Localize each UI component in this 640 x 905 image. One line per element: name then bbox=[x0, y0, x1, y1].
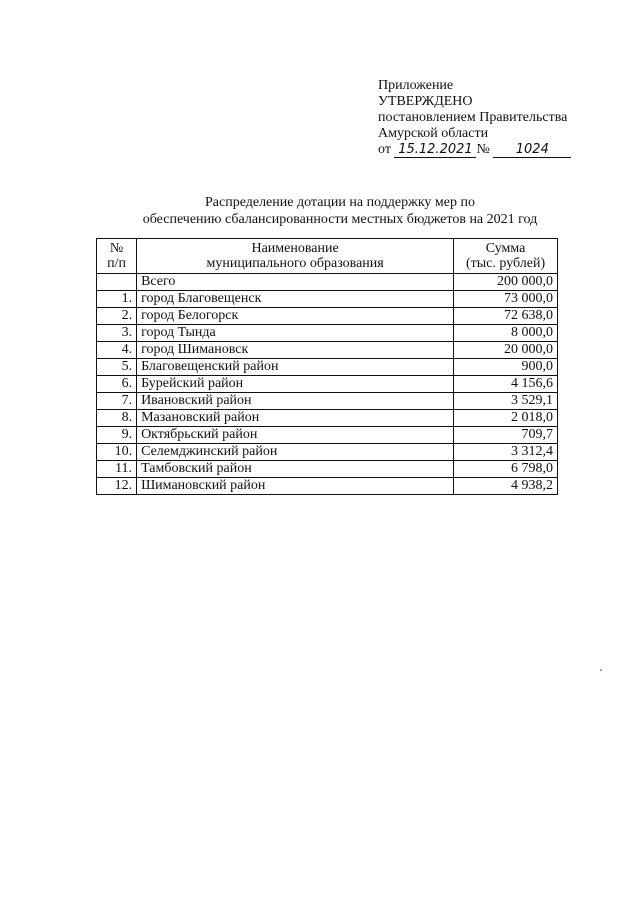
row-sum: 2 018,0 bbox=[454, 410, 558, 427]
row-sum: 73 000,0 bbox=[454, 291, 558, 308]
row-num: 1. bbox=[97, 291, 137, 308]
row-num: 5. bbox=[97, 359, 137, 376]
approval-date-line bbox=[378, 142, 571, 158]
header-sum-line-1: Сумма bbox=[485, 241, 526, 256]
table-row bbox=[97, 393, 558, 410]
row-num: 8. bbox=[97, 410, 137, 427]
table-row bbox=[97, 444, 558, 461]
approval-block bbox=[378, 78, 571, 158]
row-num: 4. bbox=[97, 342, 137, 359]
row-sum: 900,0 bbox=[454, 359, 558, 376]
row-name: Мазановский район bbox=[137, 410, 454, 427]
table-row bbox=[97, 410, 558, 427]
total-row bbox=[97, 274, 558, 291]
table-row bbox=[97, 325, 558, 342]
row-sum: 6 798,0 bbox=[454, 461, 558, 478]
header-num-line-2: п/п bbox=[107, 256, 126, 271]
table-row bbox=[97, 308, 558, 325]
subsidy-table bbox=[96, 238, 558, 495]
row-name: Октябрьский район bbox=[137, 427, 454, 444]
table-row bbox=[97, 461, 558, 478]
header-num-line-1: № bbox=[109, 241, 124, 256]
number-prefix: № bbox=[476, 142, 490, 157]
row-name: город Тында bbox=[137, 325, 454, 342]
approval-region-label: Амурской области bbox=[378, 126, 489, 141]
table-row bbox=[97, 376, 558, 393]
approval-appendix-label: Приложение bbox=[378, 78, 454, 93]
table-row bbox=[97, 342, 558, 359]
row-name: город Шимановск bbox=[137, 342, 454, 359]
row-name: Бурейский район bbox=[137, 376, 454, 393]
row-name: Селемджинский район bbox=[137, 444, 454, 461]
scan-speck bbox=[600, 669, 602, 671]
header-sum bbox=[454, 239, 558, 274]
header-name-line-1: Наименование bbox=[251, 241, 339, 256]
total-name: Всего bbox=[137, 274, 454, 291]
title-line-2: обеспечению сбалансированности местных бюджетов на 2021 год bbox=[142, 212, 538, 227]
table-row bbox=[97, 359, 558, 376]
document-title bbox=[0, 194, 640, 228]
row-num: 3. bbox=[97, 325, 137, 342]
total-num bbox=[97, 274, 137, 291]
row-name: город Благовещенск bbox=[137, 291, 454, 308]
row-num: 2. bbox=[97, 308, 137, 325]
row-sum: 8 000,0 bbox=[454, 325, 558, 342]
approval-approved-label: УТВЕРЖДЕНО bbox=[378, 94, 473, 109]
row-num: 12. bbox=[97, 478, 137, 495]
row-num: 10. bbox=[97, 444, 137, 461]
total-sum: 200 000,0 bbox=[454, 274, 558, 291]
header-num bbox=[97, 239, 137, 274]
title-line-1: Распределение дотации на поддержку мер по bbox=[205, 195, 475, 210]
table-row bbox=[97, 478, 558, 495]
row-name: Тамбовский район bbox=[137, 461, 454, 478]
row-num: 9. bbox=[97, 427, 137, 444]
header-name bbox=[137, 239, 454, 274]
header-name-line-2: муниципального образования bbox=[206, 256, 384, 271]
table-header-row bbox=[97, 239, 558, 274]
row-sum: 72 638,0 bbox=[454, 308, 558, 325]
table-row bbox=[97, 427, 558, 444]
approval-resolution-label: постановлением Правительства bbox=[378, 110, 568, 125]
row-name: Ивановский район bbox=[137, 393, 454, 410]
row-sum: 3 529,1 bbox=[454, 393, 558, 410]
handwritten-number: 1024 bbox=[493, 143, 571, 158]
row-sum: 4 156,6 bbox=[454, 376, 558, 393]
row-sum: 20 000,0 bbox=[454, 342, 558, 359]
table-row bbox=[97, 291, 558, 308]
row-name: город Белогорск bbox=[137, 308, 454, 325]
row-name: Шимановский район bbox=[137, 478, 454, 495]
row-num: 7. bbox=[97, 393, 137, 410]
row-sum: 3 312,4 bbox=[454, 444, 558, 461]
row-num: 6. bbox=[97, 376, 137, 393]
row-name: Благовещенский район bbox=[137, 359, 454, 376]
row-num: 11. bbox=[97, 461, 137, 478]
row-sum: 709,7 bbox=[454, 427, 558, 444]
date-prefix: от bbox=[378, 142, 391, 157]
header-sum-line-2: (тыс. рублей) bbox=[465, 256, 546, 271]
handwritten-date: 15.12.2021 bbox=[394, 143, 476, 158]
row-sum: 4 938,2 bbox=[454, 478, 558, 495]
